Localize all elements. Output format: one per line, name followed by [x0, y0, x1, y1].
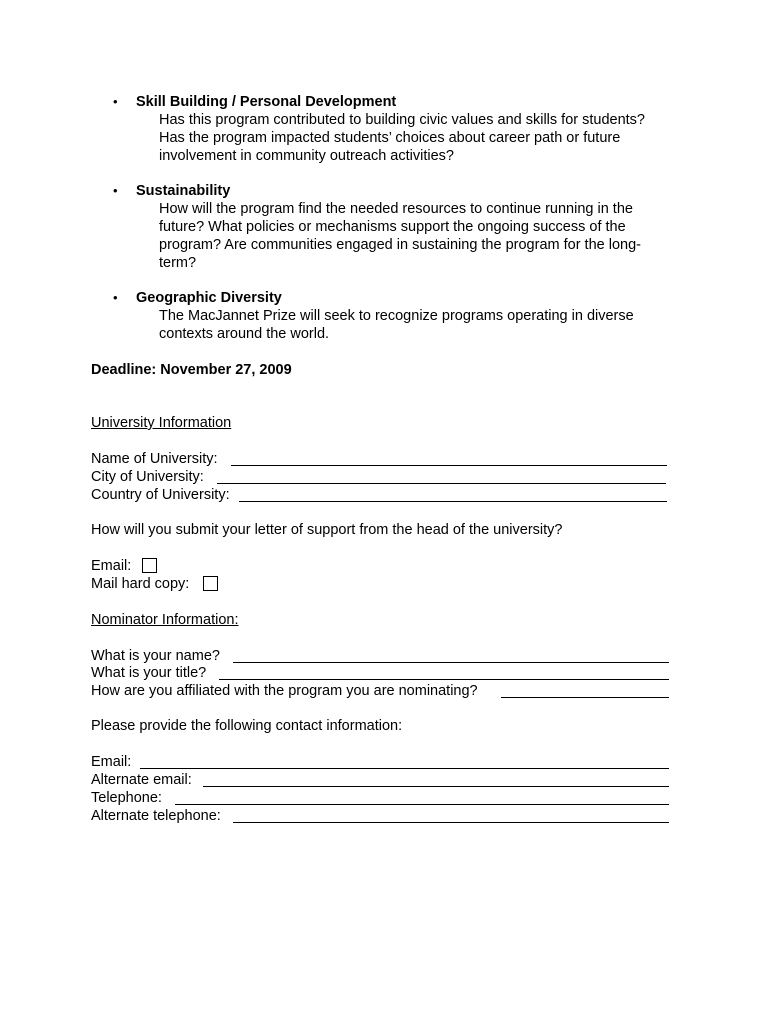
nominator-title-field[interactable]	[219, 679, 669, 680]
contact-intro: Please provide the following contact information:	[91, 718, 403, 734]
contact-telephone-label: Telephone:	[91, 790, 162, 806]
bullet-2: •	[113, 183, 118, 198]
support-letter-question: How will you submit your letter of support from the head of the university?	[91, 522, 563, 538]
university-name-label: Name of University:	[91, 451, 218, 467]
support-mail-label: Mail hard copy:	[91, 576, 190, 592]
nominator-affiliation-field[interactable]	[501, 697, 669, 698]
contact-email-field[interactable]	[140, 768, 669, 769]
criterion-heading-skill-building: Skill Building / Personal Development	[136, 94, 397, 110]
criterion-text: contexts around the world.	[159, 326, 330, 342]
university-city-label: City of University:	[91, 469, 204, 485]
criterion-text: program? Are communities engaged in sustaining the program for the long-	[159, 237, 641, 253]
criterion-text: The MacJannet Prize will seek to recognize programs operating in diverse	[159, 308, 634, 324]
support-mail-checkbox[interactable]	[203, 576, 218, 591]
nominator-section-heading: Nominator Information:	[91, 612, 239, 628]
criterion-text: future? What policies or mechanisms support the ongoing success of the	[159, 219, 626, 235]
support-email-checkbox[interactable]	[142, 558, 157, 573]
university-name-field[interactable]	[231, 465, 667, 466]
nominator-name-field[interactable]	[233, 662, 669, 663]
criterion-text: Has this program contributed to building civic values and skills for students?	[159, 112, 645, 128]
criterion-heading-geographic-diversity: Geographic Diversity	[136, 290, 282, 306]
contact-alt-telephone-label: Alternate telephone:	[91, 808, 221, 824]
university-country-label: Country of University:	[91, 487, 230, 503]
contact-alt-email-label: Alternate email:	[91, 772, 192, 788]
contact-email-label: Email:	[91, 754, 132, 770]
contact-alt-email-field[interactable]	[203, 786, 669, 787]
university-country-field[interactable]	[239, 501, 667, 502]
criterion-text: Has the program impacted students’ choices about career path or future	[159, 130, 621, 146]
nominator-name-label: What is your name?	[91, 648, 220, 664]
bullet-3: •	[113, 290, 118, 305]
support-email-label: Email:	[91, 558, 132, 574]
criterion-text: term?	[159, 255, 197, 271]
criterion-text: involvement in community outreach activities?	[159, 148, 454, 164]
contact-alt-telephone-field[interactable]	[233, 822, 669, 823]
nominator-affiliation-label: How are you affiliated with the program you are nominating?	[91, 683, 478, 699]
university-section-heading: University Information	[91, 415, 232, 431]
criterion-text: How will the program find the needed resources to continue running in the	[159, 201, 633, 217]
criterion-heading-sustainability: Sustainability	[136, 183, 231, 199]
bullet-1: •	[113, 94, 118, 109]
deadline: Deadline: November 27, 2009	[91, 362, 292, 378]
nominator-title-label: What is your title?	[91, 665, 207, 681]
contact-telephone-field[interactable]	[175, 804, 669, 805]
university-city-field[interactable]	[217, 483, 666, 484]
